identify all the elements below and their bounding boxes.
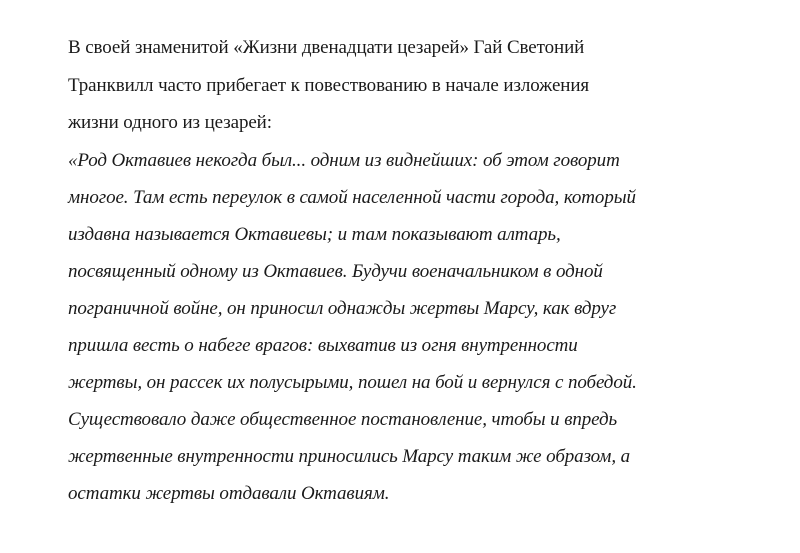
quote-line: многое. Там есть переулок в самой населенной части города, который (68, 186, 636, 208)
quote-line: жертвы, он рассек их полусырыми, пошел на бой и вернулся с победой. (68, 371, 637, 393)
intro-line: жизни одного из цезарей: (68, 112, 272, 133)
quote-paragraph (68, 146, 718, 516)
quote-line: пришла весть о набеге врагов: выхватив из огня внутренности (68, 334, 578, 356)
intro-paragraph (68, 33, 718, 146)
quote-line: издавна называется Октавиевы; и там показывают алтарь, (68, 223, 561, 245)
quote-line: посвященный одному из Октавиев. Будучи военачальником в одной (68, 260, 603, 282)
quote-line: Существовало даже общественное постановление, чтобы и впредь (68, 408, 618, 430)
intro-line: Транквилл часто прибегает к повествованию в начале изложения (68, 74, 590, 96)
intro-line: В своей знаменитой «Жизни двенадцати цезарей» Гай Светоний (68, 37, 585, 58)
text-block (68, 33, 718, 516)
quote-line: «Род Октавиев некогда был... одним из виднейших: об этом говорит (68, 149, 620, 171)
quote-line: жертвенные внутренности приносились Марсу таким же образом, а (68, 445, 631, 467)
quote-line: остатки жертвы отдавали Октавиям. (68, 482, 390, 504)
quote-line: пограничной войне, он приносил однажды жертвы Марсу, как вдруг (68, 297, 617, 319)
